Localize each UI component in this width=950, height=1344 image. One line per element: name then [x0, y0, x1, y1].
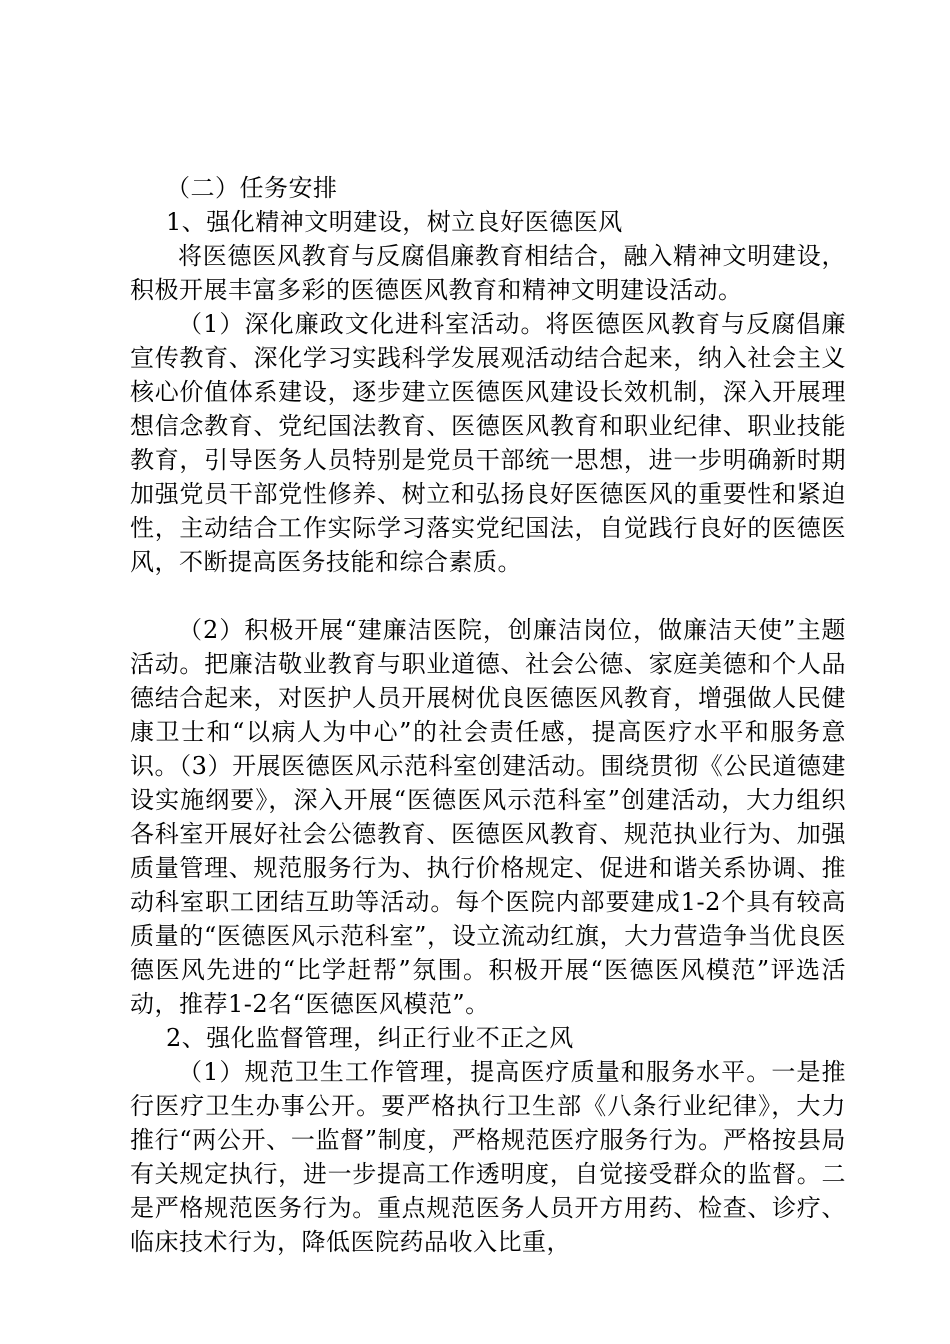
paragraph-3: （1）规范卫生工作管理，提高医疗质量和服务水平。一是推行医疗卫生办事公开。要严格执行卫生部《八条行业纪律》，大力推行“两公开、一监督”制度，严格规范医疗服务行为。严格按县局有关规定执行，进一步提高工作透明度，自觉接受群众的监督。二是严格规范医务行为。重点规范医务人员开方用药、检查、诊疗、临床技术行为，降低医院药品收入比重，	[130, 1058, 846, 1256]
document-body	[130, 171, 846, 1259]
section-heading: （二）任务安排	[166, 174, 338, 202]
subheading-1: 1、强化精神文明建设，树立良好医德医风	[166, 208, 623, 236]
paragraph-2: （2）积极开展“建廉洁医院，创廉洁岗位，做廉洁天使”主题活动。把廉洁敬业教育与职业道德、社会公德、家庭美德和个人品德结合起来，对医护人员开展树优良医德医风教育，增强做人民健康卫士和“以病人为中心”的社会责任感，提高医疗水平和服务意识。（3）开展医德医风示范科室创建活动。围绕贯彻《公民道德建设实施纲要》，深入开展“医德医风示范科室”创建活动，大力组织各科室开展好社会公德教育、医德医风教育、规范执业行为、加强质量管理、规范服务行为、执行价格规定、促进和谐关系协调、推动科室职工团结互助等活动。每个医院内部要建成1-2个具有较高质量的“医德医风示范科室”，设立流动红旗，大力营造争当优良医德医风先进的“比学赶帮”氛围。积极开展“医德医风模范”评选活动，推荐1-2名“医德医风模范”。	[130, 616, 846, 1018]
paragraph-gap	[130, 579, 846, 613]
paragraph-intro: 将医德医风教育与反腐倡廉教育相结合，融入精神文明建设，积极开展丰富多彩的医德医风教育和精神文明建设活动。	[130, 242, 846, 304]
paragraph-1: （1）深化廉政文化进科室活动。将医德医风教育与反腐倡廉宣传教育、深化学习实践科学发展观活动结合起来，纳入社会主义核心价值体系建设，逐步建立医德医风建设长效机制，深入开展理想信念教育、党纪国法教育、医德医风教育和职业纪律、职业技能教育，引导医务人员特别是党员干部统一思想，进一步明确新时期加强党员干部党性修养、树立和弘扬良好医德医风的重要性和紧迫性，主动结合工作实际学习落实党纪国法，自觉践行良好的医德医风，不断提高医务技能和综合素质。	[130, 310, 846, 576]
subheading-2: 2、强化监督管理，纠正行业不正之风	[166, 1024, 574, 1052]
